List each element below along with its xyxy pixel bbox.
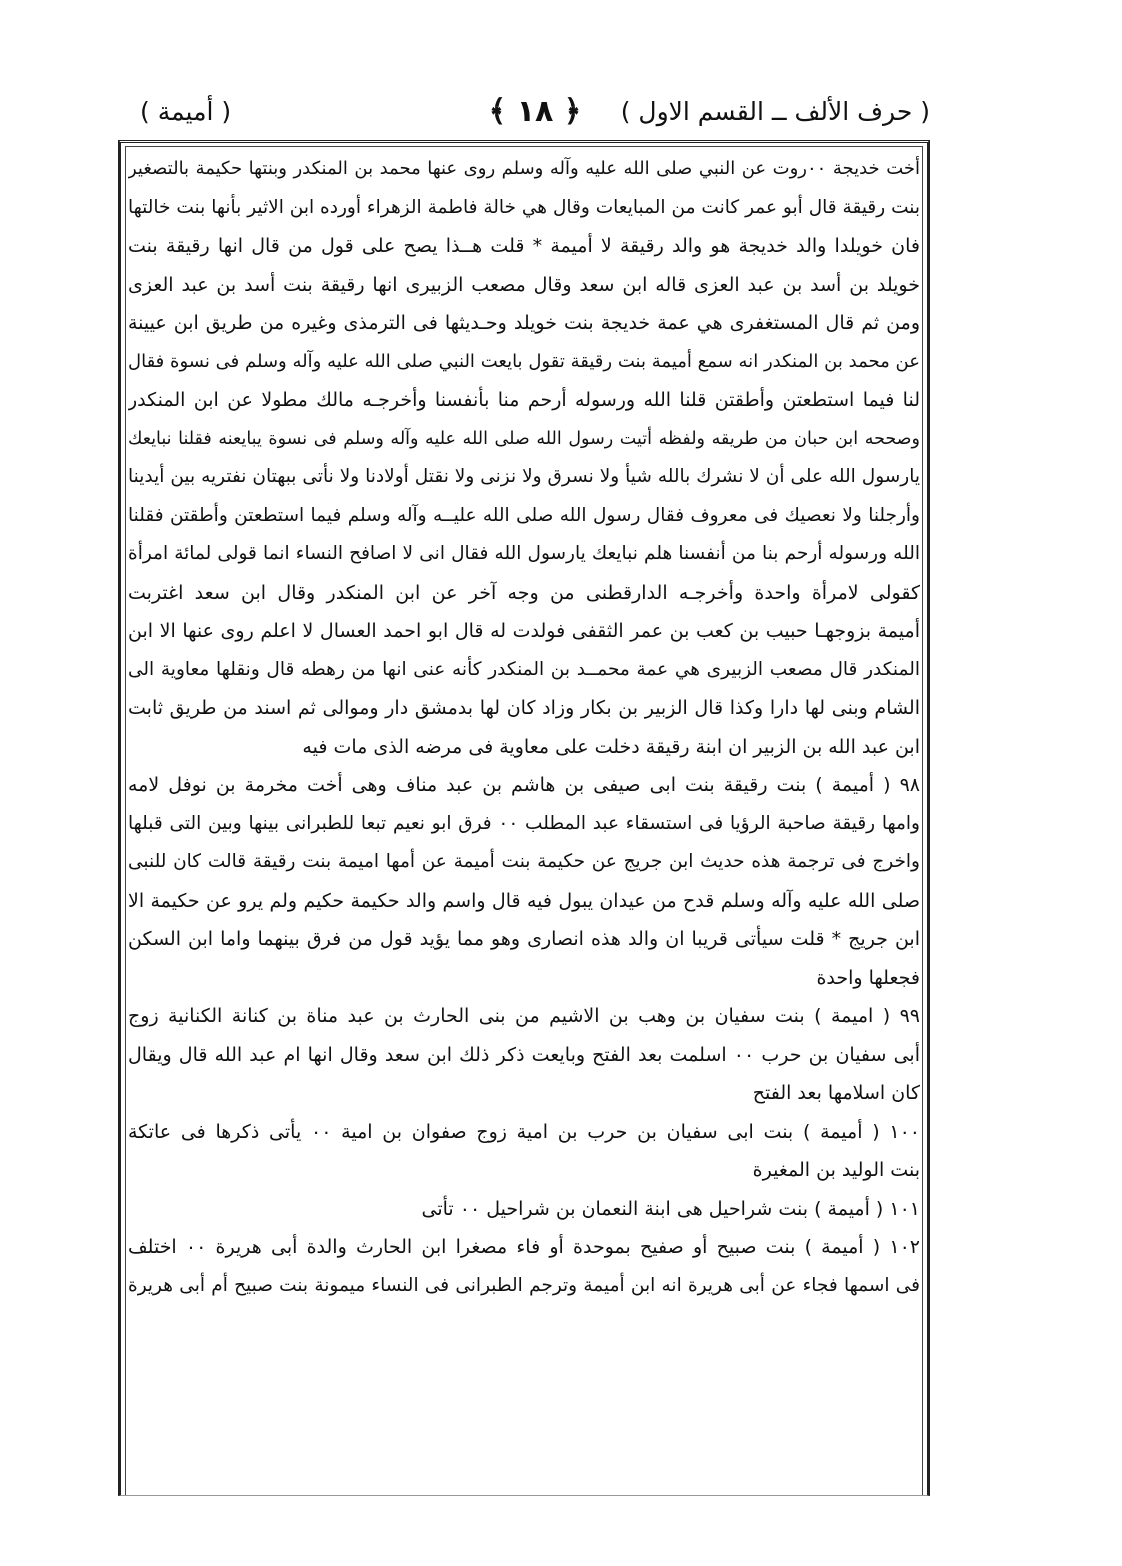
text-line: المنكدر قال مصعب الزبيرى هي عمة محمــد بن المنكدر كأنه عنى انها من رهطه قال ونقلها معاوية الى	[128, 658, 920, 680]
text-line: وامها رقيقة صاحبة الرؤيا فى استسقاء عبد المطلب ٠٠ فرق ابو نعيم تبعا للطبرانى بينها وبين التى قبلها	[128, 812, 920, 834]
text-line: وصححه ابن حبان من طريقه ولفظه أتيت رسول الله صلى الله عليه وآله وسلم فى نسوة يبايعنه فقلنا نبايعك	[128, 428, 920, 449]
text-line: الشام وبنى لها دارا وكذا قال الزبير بن بكار وزاد كان لها بدمشق دار وموالى ثم اسند من طريق ثابت	[128, 697, 920, 719]
text-line: كان اسلامها بعد الفتح	[752, 1082, 920, 1104]
text-line: وأرجلنا ولا نعصيك فى معروف فقال رسول الله صلى الله عليــه وآله وسلم فيما استطعتن وأطقتن فقلنا	[128, 504, 920, 526]
section-title: ( حرف الألف ــ القسم الاول )	[620, 97, 930, 126]
text-line: صلى الله عليه وآله وسلم قدح من عيدان يبول فيه قال واسم والد حكيمة حكيم ولم يرو عن حكيمة الا	[128, 889, 920, 912]
text-line: بنت الوليد بن المغيرة	[752, 1159, 920, 1181]
text-line: عن محمد بن المنكدر انه سمع أميمة بنت رقيقة تقول بايعت النبي صلى الله عليه وآله وسلم فى نسوة فقال	[128, 350, 920, 372]
page-body	[128, 150, 920, 1305]
text-line: فان خويلدا والد خديجة هو والد رقيقة لا أميمة * قلت هــذا يصح على قول من قال انها رقيقة بنت	[128, 235, 920, 257]
text-line: واخرج فى ترجمة هذه حديث ابن جريج عن حكيمة بنت أميمة عن أمها اميمة بنت رقيقة قالت كان للنبى	[128, 851, 920, 872]
text-line: بنت رقيقة قال أبو عمر كانت من المبايعات وقال هي خالة فاطمة الزهراء أورده ابن الاثير بأنها بنت خالتها	[128, 196, 920, 218]
text-line: فجعلها واحدة	[816, 966, 920, 989]
text-line: ابن جريج * قلت سيأتى قريبا ان والد هذه انصارى وهو مما يؤيد قول من فرق بينهما واما ابن السكن	[128, 928, 920, 950]
text-line: ابن عبد الله بن الزبير ان ابنة رقيقة دخلت على معاوية فى مرضه الذى مات فيه	[302, 735, 920, 758]
text-line: الله ورسوله أرحم بنا من أنفسنا هلم نبايعك يارسول الله فقال انى لا اصافح النساء انما قولى لمائة امرأة	[128, 543, 920, 564]
entry-title: ( أميمة )	[140, 97, 232, 126]
entry-99-line: ٩٩ ( اميمة ) بنت سفيان بن وهب بن الاشيم من بنى الحارث بن عبد مناة بن كنانة الكنانية زوج	[128, 1005, 920, 1027]
text-line: ومن ثم قال المستغفرى هي عمة خديجة بنت خويلد وحـديثها فى الترمذى وغيره من طريق ابن عيينة	[128, 312, 920, 334]
text-line: أميمة بزوجهـا حبيب بن كعب بن عمر الثقفى فولدت له قال ابو احمد العسال لا اعلم روى عنها الا ابن	[128, 620, 920, 642]
text-line: يارسول الله على أن لا نشرك بالله شيأ ولا نسرق ولا نزنى ولا نقتل أولادنا ولا نأتى ببهتان نفتريه بين أيدينا	[128, 466, 920, 487]
text-line: فى اسمها فجاء عن أبى هريرة انه ابن أميمة وترجم الطبرانى فى النساء ميمونة بنت صبيح أم أبى هريرة	[128, 1274, 920, 1296]
text-line: خويلد بن أسد بن عبد العزى قاله ابن سعد وقال مصعب الزبيرى انها رقيقة بنت أسد بن عبد العزى	[128, 273, 920, 296]
text-line: أخت خديجة ٠٠روت عن النبي صلى الله عليه وآله وسلم روى عنها محمد بن المنكدر وبنتها حكيمة بالتصغير	[128, 158, 920, 179]
entry-102-line: ١٠٢ ( أميمة ) بنت صبيح أو صفيح بموحدة أو فاء مصغرا ابن الحارث والدة أبى هريرة ٠٠ اختلف	[128, 1236, 920, 1258]
page-number: ﴿ ١٨ ﴾	[488, 94, 582, 129]
entry-101-line: ١٠١ ( أميمة ) بنت شراحيل هى ابنة النعمان بن شراحيل ٠٠ تأتى	[421, 1197, 920, 1220]
text-line: لنا فيما استطعتن وأطقتن قلنا الله ورسوله أرحم منا بأنفسنا وأخرجـه مالك مطولا عن ابن المنكدر	[128, 389, 920, 411]
text-line: أبى سفيان بن حرب ٠٠ اسلمت بعد الفتح وبايعت ذكر ذلك ابن سعد وقال انها ام عبد الله قال ويقال	[128, 1043, 920, 1066]
entry-100-line: ١٠٠ ( أميمة ) بنت ابى سفيان بن حرب بن امية زوج صفوان بن امية ٠٠ يأتى ذكرها فى عاتكة	[128, 1120, 920, 1143]
entry-98-line: ٩٨ ( أميمة ) بنت رقيقة بنت ابى صيفى بن هاشم بن عبد مناف وهى أخت مخرمة بن نوفل لامه	[128, 774, 920, 796]
page-header	[140, 92, 930, 136]
text-line: كقولى لامرأة واحدة وأخرجـه الدارقطنى من وجه آخر عن ابن المنكدر وقال ابن سعد اغتربت	[128, 581, 920, 604]
